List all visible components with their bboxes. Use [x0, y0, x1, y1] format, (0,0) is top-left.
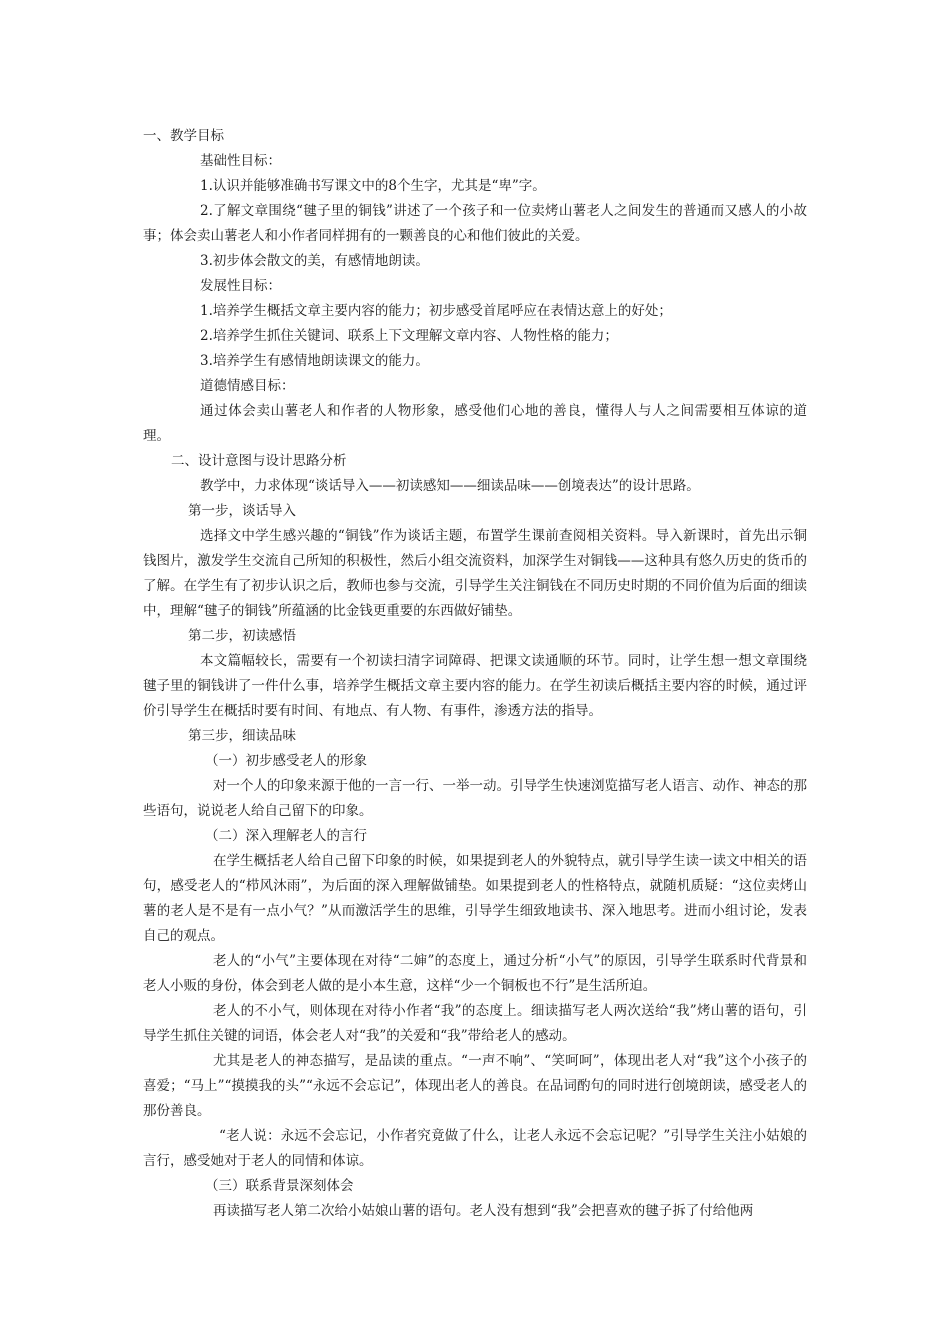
- paragraph: 通过体会卖山薯老人和作者的人物形象，感受他们心地的善良，懂得人与人之间需要相互体谅的道理。: [143, 403, 807, 444]
- subsection-heading-2: （二）深入理解老人的言行: [205, 828, 367, 844]
- list-item: 1.认识并能够准确书写课文中的8个生字，尤其是“卑”字。: [200, 178, 546, 194]
- paragraph: 教学中，力求体现“谈话导入——初读感知——细读品味——创境表达”的设计思路。: [200, 478, 700, 494]
- subheading-basic-goals: 基础性目标：: [200, 153, 281, 169]
- paragraph: 选择文中学生感兴趣的“铜钱”作为谈话主题，布置学生课前查阅相关资料。导入新课时，首先出示铜钱图片，激发学生交流自己所知的积极性，然后小组交流资料，加深学生对铜钱——这种具有悠久历史的货币的了解。在学生有了初步认识之后，教师也参与交流，引导学生关注铜钱在不同历史时期的不同价值为后面的细读中，理解“毽子的铜钱”所蕴涵的比金钱更重要的东西做好铺垫。: [143, 528, 807, 619]
- subheading-development-goals: 发展性目标：: [200, 278, 281, 294]
- paragraph: 老人的不小气，则体现在对待小作者“我”的态度上。细读描写老人两次送给“我”烤山薯的语句，引导学生抓住关键的词语，体会老人对“我”的关爱和“我”带给老人的感动。: [143, 1003, 807, 1044]
- subsection-heading-3: （三）联系背景深刻体会: [205, 1178, 354, 1194]
- step-heading-3: 第三步，细读品味: [188, 728, 296, 744]
- list-item: 1.培养学生概括文章主要内容的能力；初步感受首尾呼应在表情达意上的好处；: [200, 303, 672, 319]
- section-heading-1: 一、教学目标: [143, 128, 224, 144]
- paragraph: 老人的“小气”主要体现在对待“二婶”的态度上，通过分析“小气”的原因，引导学生联系时代背景和老人小贩的身份，体会到老人做的是小本生意，这样“少一个铜板也不行”是生活所迫。: [143, 953, 807, 994]
- paragraph: “老人说：永远不会忘记，小作者究竟做了什么，让老人永远不会忘记呢？”引导学生关注小姑娘的言行，感受她对于老人的同情和体谅。: [143, 1128, 807, 1169]
- paragraph: 尤其是老人的神态描写，是品读的重点。“一声不响”、“笑呵呵”，体现出老人对“我”这个小孩子的喜爱；“马上”“摸摸我的头”“永远不会忘记”，体现出老人的善良。在品词酌句的同时进行创境朗读，感受老人的那份善良。: [143, 1053, 807, 1119]
- list-item: 2.培养学生抓住关键词、联系上下文理解文章内容、人物性格的能力；: [200, 328, 618, 344]
- subheading-moral-goals: 道德情感目标：: [200, 378, 295, 394]
- list-item: 3.培养学生有感情地朗读课文的能力。: [200, 353, 429, 369]
- paragraph: 本文篇幅较长，需要有一个初读扫清字词障碍、把课文读通顺的环节。同时，让学生想一想文章围绕毽子里的铜钱讲了一件什么事，培养学生概括文章主要内容的能力。在学生初读后概括主要内容的时候，通过评价引导学生在概括时要有时间、有地点、有人物、有事件，渗透方法的指导。: [143, 653, 807, 719]
- subsection-heading-1: （一）初步感受老人的形象: [205, 753, 367, 769]
- list-item: 2.了解文章围绕“毽子里的铜钱”讲述了一个孩子和一位卖烤山薯老人之间发生的普通而又感人的小故事；体会卖山薯老人和小作者同样拥有的一颗善良的心和他们彼此的关爱。: [143, 203, 807, 244]
- step-heading-2: 第二步，初读感悟: [188, 628, 296, 644]
- step-heading-1: 第一步，谈话导入: [188, 503, 296, 519]
- paragraph: 再读描写老人第二次给小姑娘山薯的语句。老人没有想到“我”会把喜欢的毽子拆了付给他两: [213, 1203, 754, 1219]
- paragraph: 对一个人的印象来源于他的一言一行、一举一动。引导学生快速浏览描写老人语言、动作、神态的那些语句，说说老人给自己留下的印象。: [143, 778, 807, 819]
- section-heading-2: 二、设计意图与设计思路分析: [171, 453, 347, 469]
- document-body: [143, 124, 807, 1224]
- list-item: 3.初步体会散文的美，有感情地朗读。: [200, 253, 429, 269]
- paragraph: 在学生概括老人给自己留下印象的时候，如果提到老人的外貌特点，就引导学生读一读文中相关的语句，感受老人的“栉风沐雨”，为后面的深入理解做铺垫。如果提到老人的性格特点，就随机质疑：“这位卖烤山薯的老人是不是有一点小气？”从而激活学生的思维，引导学生细致地读书、深入地思考。进而小组讨论，发表自己的观点。: [143, 853, 807, 944]
